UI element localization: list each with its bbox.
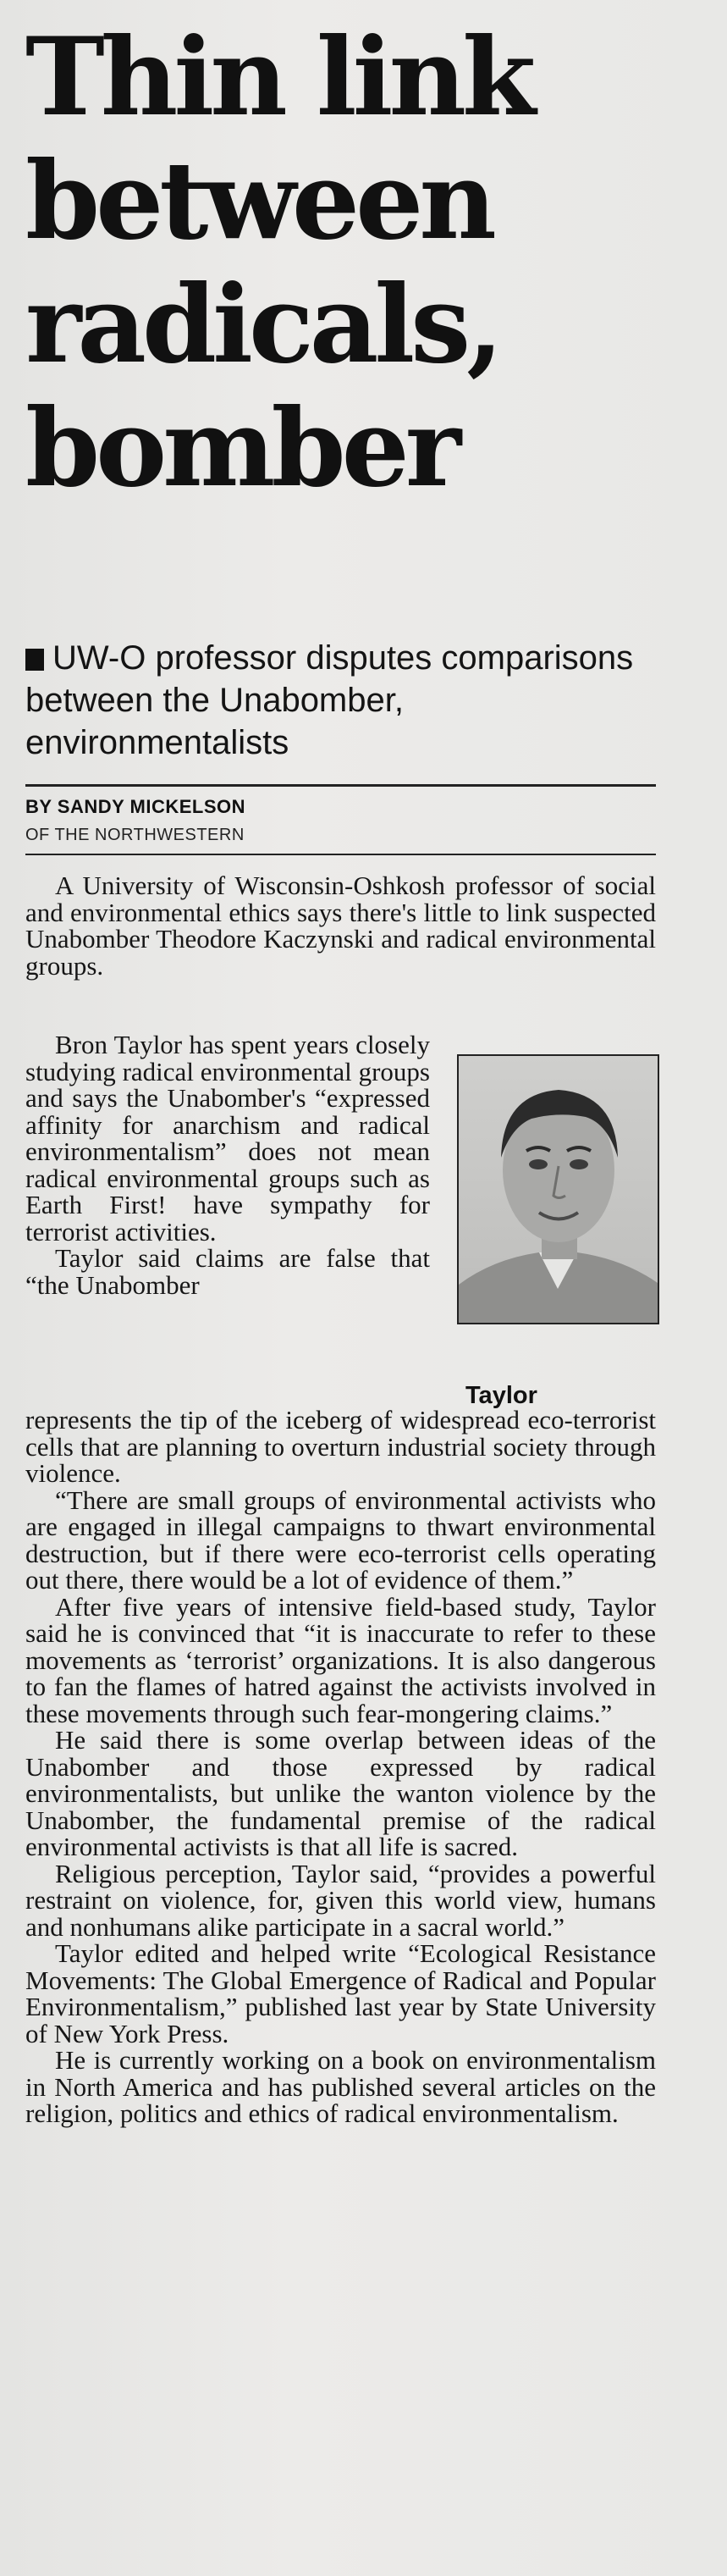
paragraph: Religious perception, Taylor said, “provides a powerful restraint on violence, for, given this world view, humans and nonhumans alike participate in a sacral world.” [25, 1858, 656, 1942]
paragraph: He said there is some overlap between ideas of the Unabomber and those expressed by radical environmentalists, but unlike the wanton violence by the Unabomber, the fundamental premise of the radical environmental activists is that all life is sacred. [25, 1725, 656, 1861]
headline-line: Thin link [25, 14, 532, 140]
paragraph: He is currently working on a book on environmentalism in North America and has published several articles on the religion, politics and ethics of radical environmentalism. [25, 2045, 656, 2128]
article-column-beside-photo [25, 1031, 430, 1298]
byline-affiliation: OF THE NORTHWESTERN [25, 826, 245, 844]
byline-top-rule [25, 784, 656, 787]
paragraph: Bron Taylor has spent years closely studying radical environmental groups and says the Unabomber's “expressed affinity for anarchism and radical environmentalism” does not mean radical environmental groups such as Earth First! have sympathy for terrorist activities. [25, 1030, 430, 1247]
article-intro [25, 872, 656, 979]
subheadline-deck [25, 637, 652, 764]
headline-line: bomber [25, 385, 458, 511]
deck-text: UW-O professor disputes comparisons between the Unabomber, environmentalists [25, 639, 634, 761]
paragraph: After five years of intensive field-based study, Taylor said he is convinced that “it is inaccurate to refer to these movements as ‘terrorist’ organizations. It is also dangerous to fan the flames of hatred against the activists involved in these movements through such fear-mongering claims.” [25, 1591, 656, 1728]
portrait-photo [457, 1054, 659, 1324]
headline [25, 15, 702, 510]
paragraph: Taylor edited and helped write “Ecological Resistance Movements: The Global Emergence of Radical and Popular Environmentalism,” published last year by State University of New York Press. [25, 1938, 656, 2048]
byline-author: BY SANDY MICKELSON [25, 796, 246, 817]
portrait-image [459, 1056, 658, 1323]
article-body [25, 1407, 656, 2127]
square-bullet-icon [25, 649, 44, 671]
photo-caption: Taylor [465, 1382, 537, 1409]
paragraph: “There are small groups of environmental activists who are engaged in illegal campaigns to thwart environmental destruction, but if there were eco-terrorist cells operating out there, there would be a lot of evidence of them.” [25, 1484, 656, 1595]
headline-line: radicals, [25, 262, 500, 387]
paragraph: Taylor said claims are false that “the Unabomber [25, 1243, 430, 1300]
paragraph: A University of Wisconsin-Oshkosh professor of social and environmental ethics says there's little to link suspected Unabomber Theodore Kaczynski and radical environmental groups. [25, 871, 656, 981]
byline-bottom-rule [25, 854, 656, 855]
headline-line: between [25, 138, 493, 263]
paragraph: represents the tip of the iceberg of widespread eco-terrorist cells that are planning to overturn industrial society through violence. [25, 1405, 656, 1488]
